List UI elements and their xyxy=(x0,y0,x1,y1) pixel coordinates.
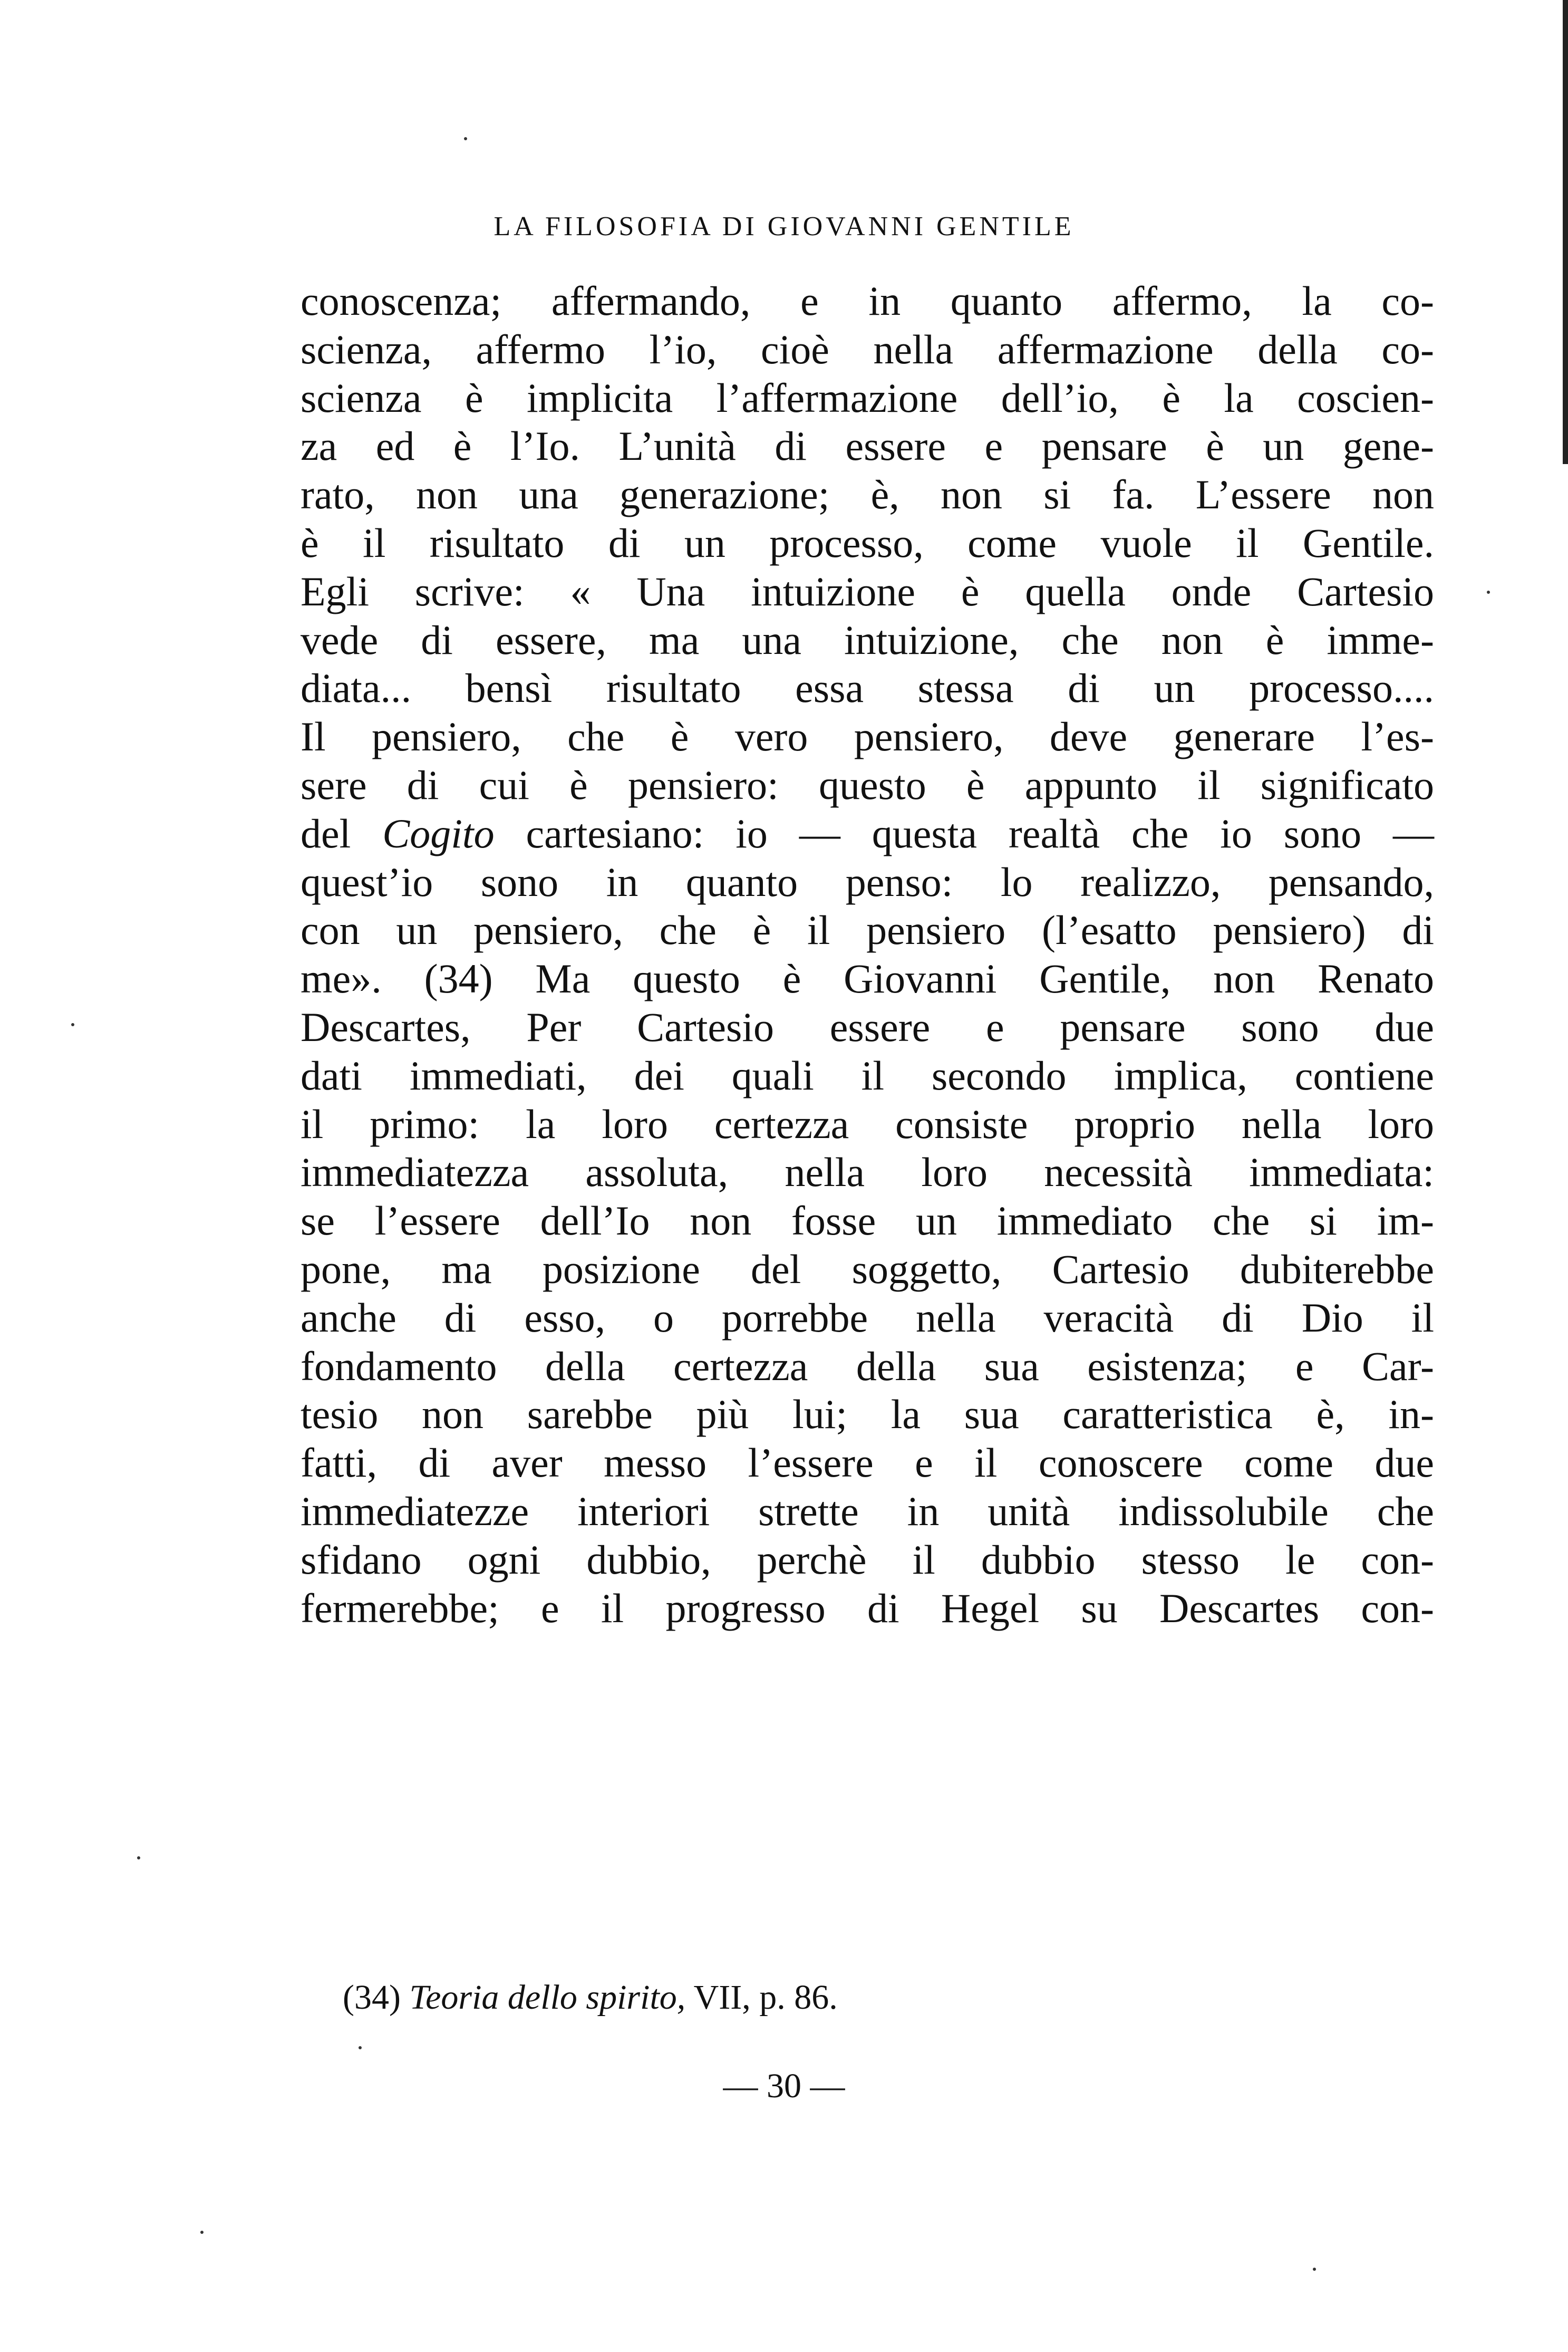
text-line: dati immediati, dei quali il secondo implica, contiene xyxy=(301,1052,1434,1098)
text-line: fermerebbe; e il progresso di Hegel su Descartes con- xyxy=(301,1585,1434,1631)
print-speck xyxy=(71,1023,74,1026)
print-speck xyxy=(1487,591,1490,594)
text-line: anche di esso, o porrebbe nella veracità di Dio il xyxy=(301,1294,1434,1341)
print-speck xyxy=(1313,2268,1316,2271)
text-line: Descartes, Per Cartesio essere e pensare sono due xyxy=(301,1004,1434,1050)
text-line: con un pensiero, che è il pensiero (l’esatto pensiero) di xyxy=(301,907,1434,953)
print-speck xyxy=(200,2231,204,2234)
running-head: LA FILOSOFIA DI GIOVANNI GENTILE xyxy=(493,211,1075,242)
text-line: fondamento della certezza della sua esistenza; e Car- xyxy=(301,1343,1434,1389)
text-line: za ed è l’Io. L’unità di essere e pensare è un gene- xyxy=(301,423,1434,469)
text-line: sfidano ogni dubbio, perchè il dubbio stesso le con- xyxy=(301,1536,1434,1583)
text-line: quest’io sono in quanto penso: lo realizzo, pensando, xyxy=(301,859,1434,905)
footnote-title: Teoria dello spirito, xyxy=(409,1978,686,2017)
footnote-reference: VII, p. 86. xyxy=(693,1978,838,2017)
text-line: tesio non sarebbe più lui; la sua caratteristica è, in- xyxy=(301,1391,1434,1438)
text-line: immediatezza assoluta, nella loro necessità immediata: xyxy=(301,1149,1434,1196)
print-speck xyxy=(359,2046,362,2049)
text-line: del Cogito cartesiano: io — questa realtà che io sono — xyxy=(301,810,1435,856)
text-line: è il risultato di un processo, come vuole il Gentile. xyxy=(301,519,1434,566)
text-line: Egli scrive: « Una intuizione è quella onde Cartesio xyxy=(301,568,1434,614)
text-line: scienza, affermo l’io, cioè nella affermazione della co- xyxy=(301,326,1434,372)
text-line: diata... bensì risultato essa stessa di un processo.... xyxy=(301,665,1434,711)
text-line: fatti, di aver messo l’essere e il conoscere come due xyxy=(301,1440,1434,1486)
text-line: rato, non una generazione; è, non si fa. L’essere non xyxy=(301,471,1434,518)
text-line: immediatezze interiori strette in unità indissolubile che xyxy=(301,1488,1434,1534)
body-text xyxy=(301,277,1434,1632)
emphasis: Cogito xyxy=(382,810,495,856)
text-line: Il pensiero, che è vero pensiero, deve generare l’es- xyxy=(301,714,1434,760)
text-line: pone, ma posizione del soggetto, Cartesio dubiterebbe xyxy=(301,1246,1434,1292)
text-line: il primo: la loro certezza consiste proprio nella loro xyxy=(301,1101,1434,1147)
text-line: me». (34) Ma questo è Giovanni Gentile, non Renato xyxy=(301,956,1434,1002)
footnote xyxy=(343,1978,838,2018)
print-speck xyxy=(137,1856,140,1859)
text-line: sere di cui è pensiero: questo è appunto il significato xyxy=(301,761,1434,808)
text-line: vede di essere, ma una intuizione, che non è imme- xyxy=(301,616,1434,663)
text-line: se l’essere dell’Io non fosse un immediato che si im- xyxy=(301,1198,1434,1244)
text-line: scienza è implicita l’affermazione dell’io, è la coscien- xyxy=(301,374,1434,421)
text-line: conoscenza; affermando, e in quanto affermo, la co- xyxy=(301,278,1434,324)
page-number: — 30 — xyxy=(723,2067,845,2105)
print-speck xyxy=(464,137,467,140)
footnote-number: (34) xyxy=(343,1978,401,2017)
